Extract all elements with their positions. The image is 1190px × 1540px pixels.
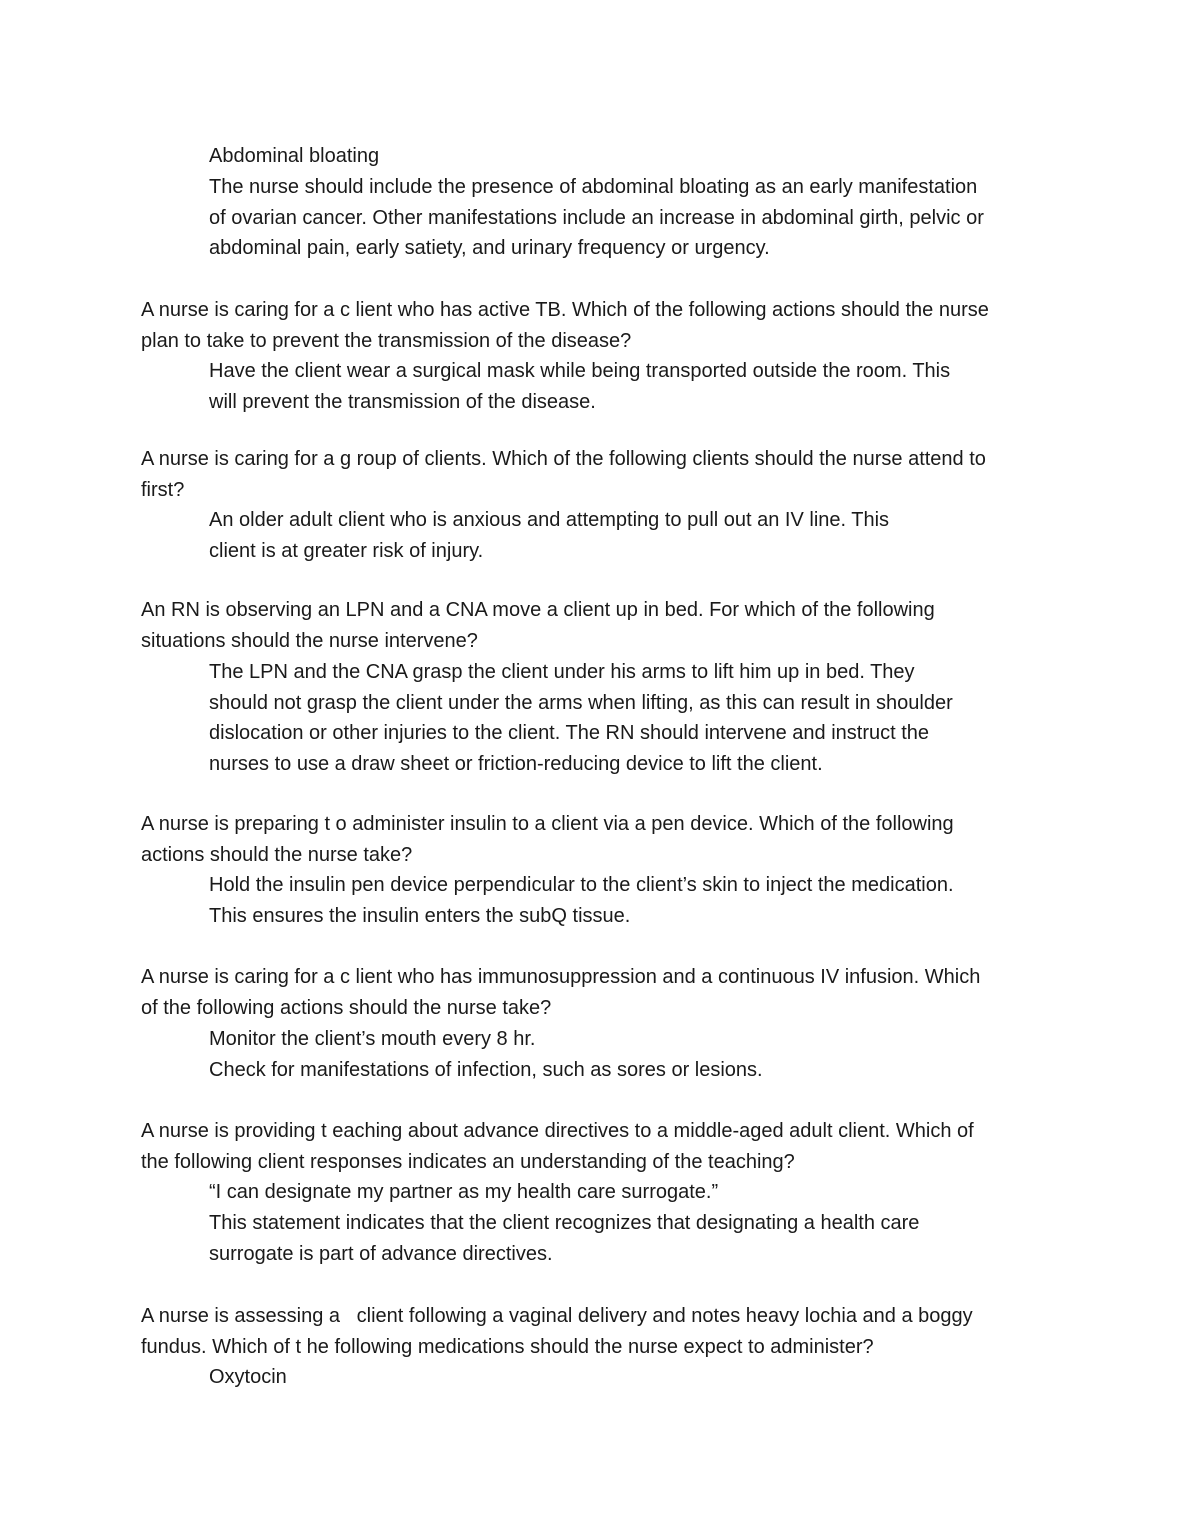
text-line: of ovarian cancer. Other manifestations include an increase in abdominal girth, pelvic or: [209, 206, 984, 229]
text-line: should not grasp the client under the arms when lifting, as this can result in shoulder: [209, 691, 953, 714]
text-line: A nurse is preparing t o administer insulin to a client via a pen device. Which of the following: [141, 813, 954, 835]
text-line: An older adult client who is anxious and attempting to pull out an IV line. This: [209, 509, 890, 531]
answer-text: [209, 657, 1054, 779]
text-line: The LPN and the CNA grasp the client under his arms to lift him up in bed. They: [209, 661, 915, 683]
text-line: This ensures the insulin enters the subQ tissue.: [209, 904, 631, 927]
text-line: first?: [141, 478, 185, 501]
answer-text: [209, 356, 1054, 417]
text-line: dislocation or other injuries to the client. The RN should intervene and instruct the: [209, 722, 930, 744]
rationale-text: [209, 1055, 1054, 1086]
text-line: A nurse is assessing a client following a vaginal delivery and notes heavy lochia and a boggy: [141, 1305, 973, 1327]
text-line: situations should the nurse intervene?: [141, 629, 478, 652]
text-line: Have the client wear a surgical mask while being transported outside the room. This: [209, 360, 951, 382]
text-line: A nurse is caring for a c lient who has immunosuppression and a continuous IV infusion. Which: [141, 966, 981, 988]
text-line: An RN is observing an LPN and a CNA move a client up in bed. For which of the following: [141, 599, 935, 621]
text-line: This statement indicates that the client recognizes that designating a health care: [209, 1212, 920, 1234]
text-line: Hold the insulin pen device perpendicular to the client’s skin to inject the medication.: [209, 874, 954, 896]
question-text: [141, 809, 1061, 870]
text-line: The nurse should include the presence of abdominal bloating as an early manifestation: [209, 176, 978, 198]
text-line: A nurse is providing t eaching about advance directives to a middle-aged adult client. Which of: [141, 1120, 974, 1142]
text-line: A nurse is caring for a g roup of clients. Which of the following clients should the nurse attend to: [141, 448, 986, 470]
question-text: [141, 295, 1061, 356]
text-line: Check for manifestations of infection, such as sores or lesions.: [209, 1059, 763, 1081]
text-line: surrogate is part of advance directives.: [209, 1242, 553, 1265]
question-text: [141, 444, 1061, 505]
rationale-text: [209, 1208, 1054, 1269]
text-line: Oxytocin: [209, 1366, 287, 1388]
text-line: Abdominal bloating: [209, 145, 380, 167]
text-line: nurses to use a draw sheet or friction-reducing device to lift the client.: [209, 752, 823, 775]
text-line: client is at greater risk of injury.: [209, 539, 484, 562]
question-text: [141, 1116, 1061, 1177]
answer-text: [209, 505, 1054, 566]
answer-text: [209, 1362, 1054, 1393]
text-line: actions should the nurse take?: [141, 843, 413, 866]
text-line: plan to take to prevent the transmission of the disease?: [141, 329, 632, 352]
text-line: abdominal pain, early satiety, and urinary frequency or urgency.: [209, 237, 770, 259]
question-text: [141, 1301, 1061, 1362]
answer-text: [209, 1177, 1054, 1208]
text-line: of the following actions should the nurse take?: [141, 996, 552, 1019]
answer-text: [209, 141, 1054, 172]
rationale-text: [209, 172, 1054, 264]
question-text: [141, 595, 1061, 656]
text-line: fundus. Which of t he following medications should the nurse expect to administer?: [141, 1335, 874, 1358]
text-line: the following client responses indicates an understanding of the teaching?: [141, 1150, 795, 1173]
answer-text: [209, 1024, 1054, 1055]
answer-text: [209, 870, 1054, 931]
question-text: [141, 962, 1061, 1023]
text-line: A nurse is caring for a c lient who has active TB. Which of the following actions should the nurse: [141, 299, 989, 321]
text-line: Monitor the client’s mouth every 8 hr.: [209, 1028, 536, 1050]
text-line: “I can designate my partner as my health care surrogate.”: [209, 1181, 719, 1203]
text-line: will prevent the transmission of the disease.: [209, 390, 596, 413]
